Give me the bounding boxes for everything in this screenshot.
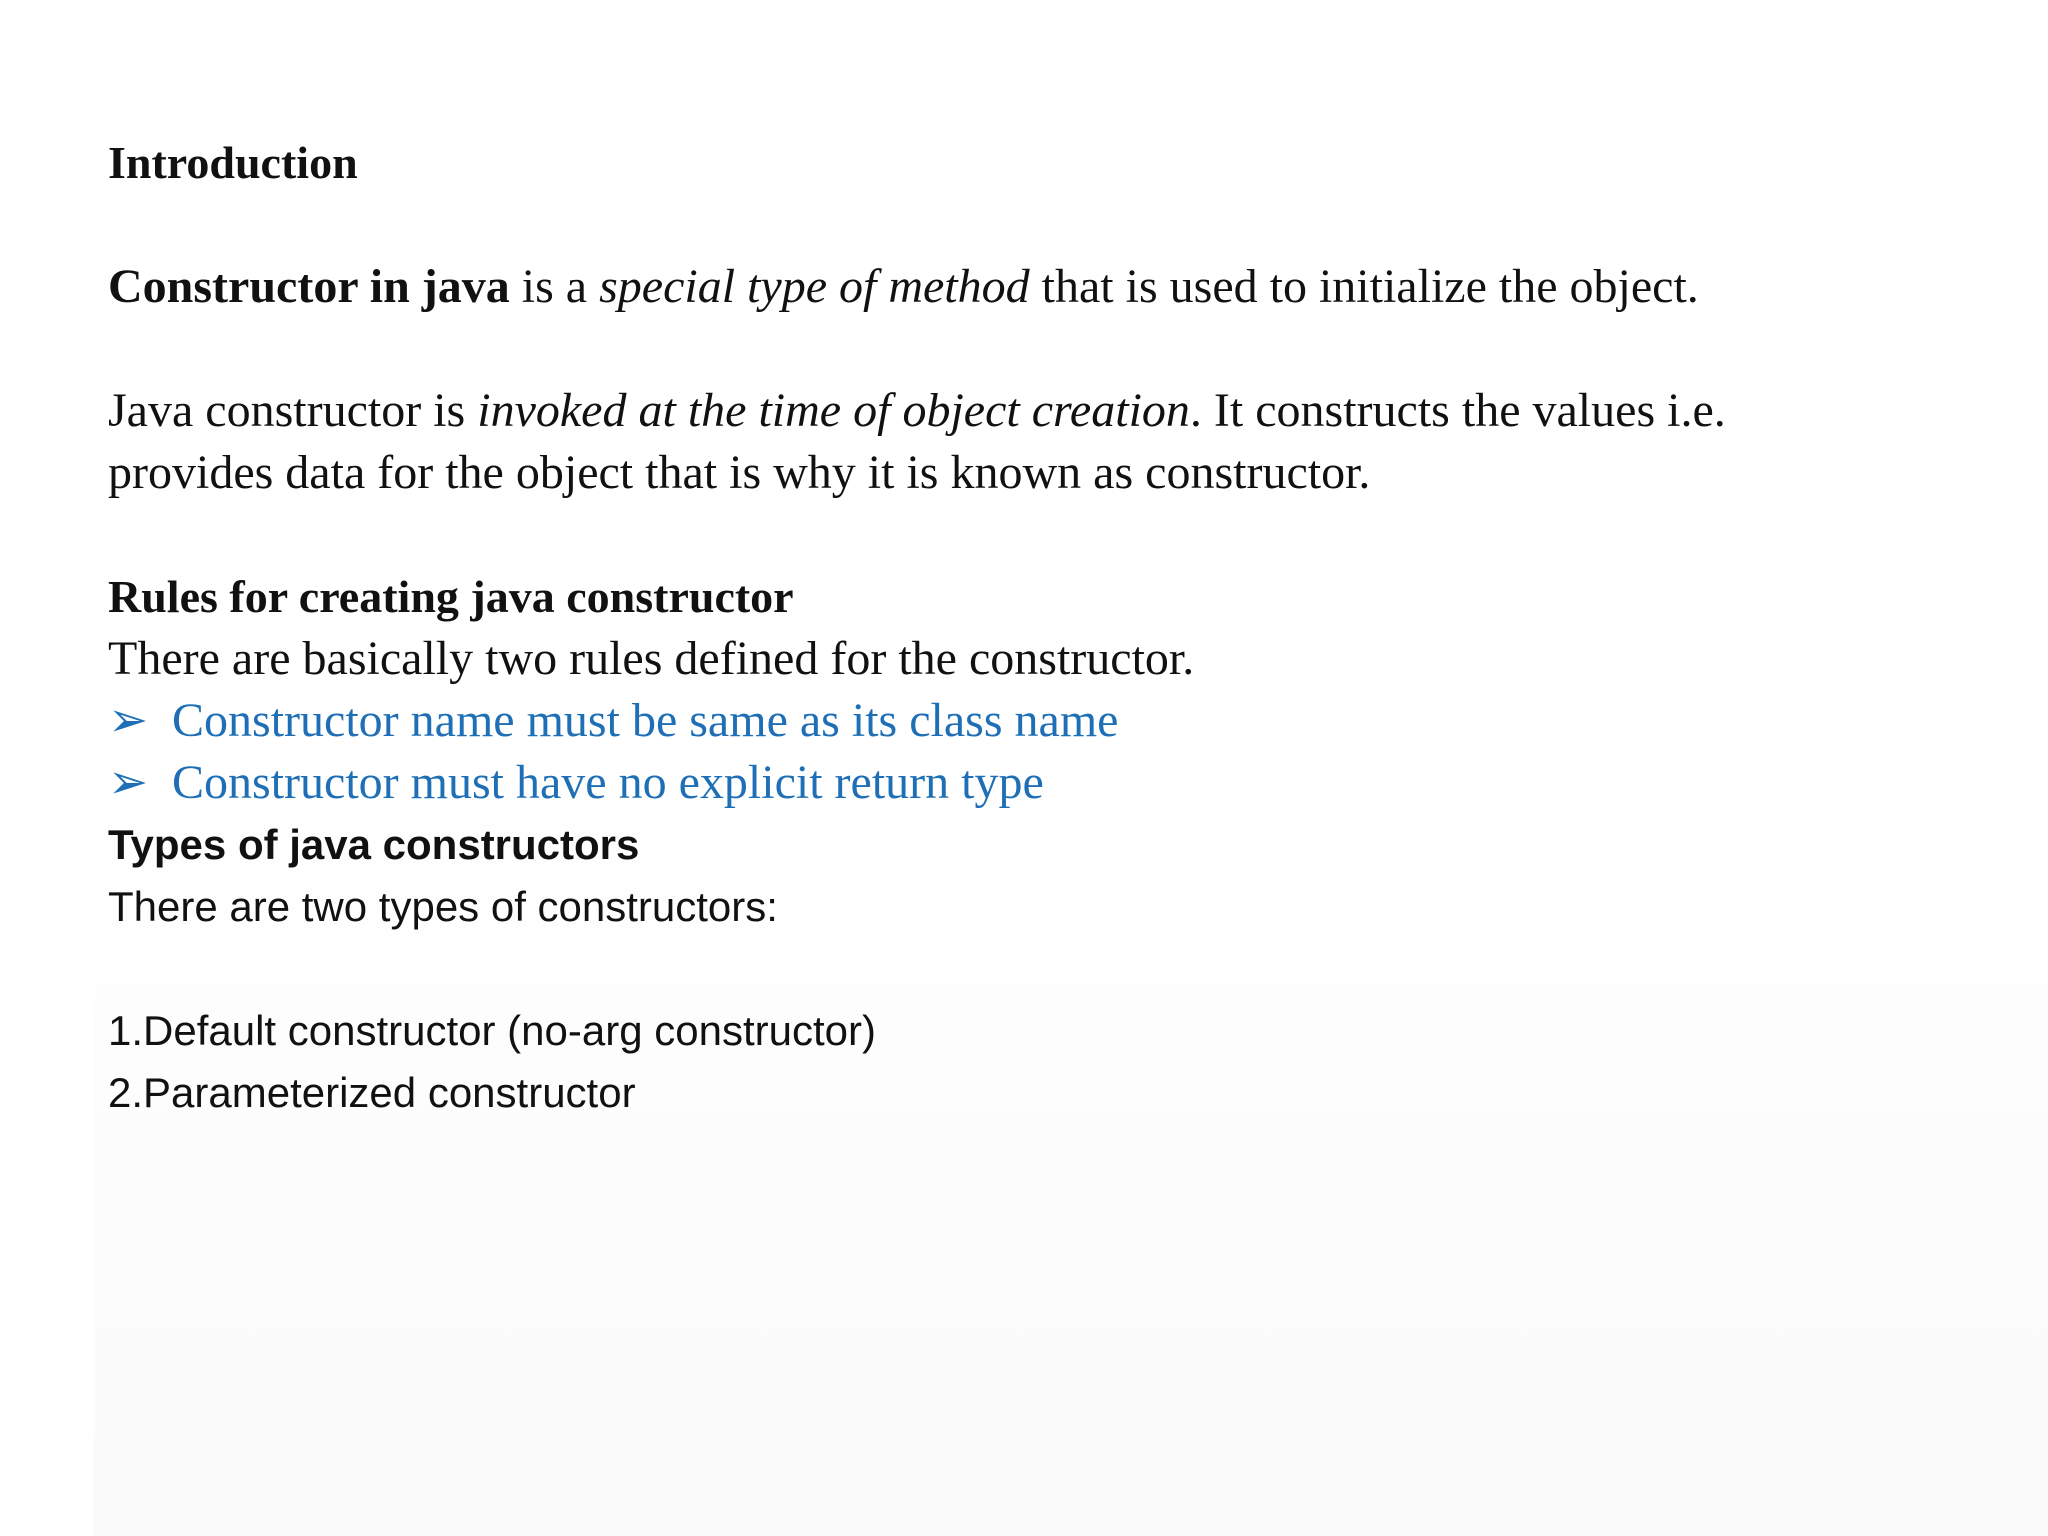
- definition-text-1: is a: [509, 260, 600, 313]
- rule-item-1-text: Constructor name must be same as its class name: [172, 694, 1119, 747]
- arrow-bullet-icon: ➢: [108, 694, 149, 747]
- introduction-heading: Introduction: [108, 137, 358, 188]
- definition-term: Constructor in java: [108, 260, 510, 313]
- definition-emphasis: special type of method: [599, 260, 1030, 313]
- java-constructor-text-1: Java constructor is: [108, 384, 478, 437]
- java-constructor-line-2: provides data for the object that is why it is known as constructor.: [108, 446, 1371, 499]
- java-constructor-text-2: . It constructs the values i.e.: [1189, 384, 1726, 437]
- rules-heading: Rules for creating java constructor: [108, 571, 794, 622]
- definition-text-2: that is used to initialize the object.: [1029, 260, 1699, 313]
- rule-item-1: [108, 690, 1118, 752]
- type-item-2: 2.Parameterized constructor: [108, 1069, 636, 1116]
- rule-item-2: [108, 752, 1044, 814]
- java-constructor-emphasis: invoked at the time of object creation: [477, 384, 1190, 437]
- rules-intro: There are basically two rules defined for the constructor.: [108, 632, 1195, 685]
- rule-item-2-text: Constructor must have no explicit return type: [172, 756, 1044, 809]
- types-intro: There are two types of constructors:: [108, 883, 778, 930]
- arrow-bullet-icon: ➢: [108, 756, 149, 809]
- type-item-1: 1.Default constructor (no-arg constructor): [108, 1007, 876, 1054]
- constructor-definition: [108, 256, 1699, 318]
- types-heading: Types of java constructors: [108, 821, 640, 868]
- java-constructor-line-1: [108, 380, 1726, 442]
